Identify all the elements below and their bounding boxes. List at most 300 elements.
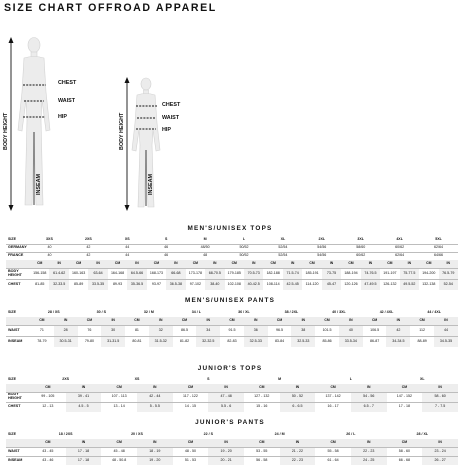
junior-tops-table — [6, 376, 458, 412]
junior-inseam-label: INSEAM — [148, 174, 154, 195]
table-cell: IN — [244, 317, 268, 325]
table-cell: IN — [208, 439, 244, 447]
table-cell: 43 - 46 — [30, 456, 66, 465]
table-cell: 42 / 4XL — [379, 310, 394, 315]
table-cell: 62/64 — [419, 244, 458, 252]
table-cell: 80-81 — [125, 336, 149, 347]
table-cell: CM — [263, 260, 282, 268]
table-cell: 52/54 — [263, 252, 302, 260]
table-cell: INSEAM — [6, 336, 30, 347]
table-cell: WAIST — [6, 447, 30, 456]
size-row — [6, 236, 458, 244]
table-cell: SIZE — [8, 377, 16, 382]
table-cell: M — [203, 236, 207, 241]
table-cell: 89-93 — [108, 279, 127, 290]
table-cell: CM — [30, 260, 49, 268]
table-cell: 34.5-35 — [434, 336, 458, 347]
table-cell: 76.5-79 — [439, 268, 458, 279]
table-cell: 32 / M — [143, 310, 154, 315]
table-cell: 20 - 21 — [208, 456, 244, 465]
table-cell: S — [164, 236, 168, 241]
table-row — [6, 402, 458, 412]
table-cell: CM — [225, 260, 244, 268]
table-cell: CM — [410, 317, 434, 325]
table-cell: IN — [137, 384, 173, 392]
table-cell: IN — [127, 260, 146, 268]
table-cell: 31-31.5 — [101, 336, 125, 347]
size-row — [6, 431, 458, 439]
table-cell: 120-126 — [341, 279, 360, 290]
table-cell: 85-86 — [315, 336, 339, 347]
table-cell: 112 — [410, 325, 434, 336]
table-cell: 39 - 41 — [66, 392, 102, 402]
table-cell: XL — [419, 377, 425, 382]
junior-hip-label: HIP — [162, 127, 171, 133]
table-cell: 53 - 55 — [244, 447, 280, 456]
table-cell: 164-168 — [108, 268, 127, 279]
table-cell: 7 - 7.5 — [422, 402, 458, 412]
table-cell: IN — [166, 260, 185, 268]
unit-row — [6, 439, 458, 447]
table-cell: 44 — [108, 244, 147, 252]
table-cell: IN — [322, 260, 341, 268]
table-cell: 58 - 60 — [387, 447, 423, 456]
table-cell: 22 - 23 — [351, 447, 387, 456]
table-cell: CM — [173, 384, 209, 392]
table-cell: 32-33.5 — [49, 279, 68, 290]
table-cell: 32 — [149, 325, 173, 336]
table-cell: 14 - 15 — [173, 402, 209, 412]
table-cell: 35-36.5 — [127, 279, 146, 290]
table-cell: 44 / 4XL — [427, 310, 441, 315]
table-cell: IN — [386, 317, 410, 325]
table-cell: 48/50 — [186, 244, 225, 252]
table-cell: 194-200 — [419, 268, 438, 279]
size-row — [6, 376, 458, 384]
table-cell: IN — [137, 439, 173, 447]
table-cell: 46 — [147, 244, 186, 252]
table-cell: 32-32.5 — [196, 336, 220, 347]
table-cell: 70.5-73 — [244, 268, 263, 279]
table-cell: 50 - 52 — [280, 392, 316, 402]
adult-height-arrow-up-icon — [9, 37, 14, 43]
table-row — [6, 279, 458, 290]
table-row — [6, 392, 458, 402]
table-cell: FRANCE — [6, 252, 30, 260]
table-cell: IN — [205, 260, 224, 268]
table-cell: 81-82 — [173, 336, 197, 347]
table-cell: 55 - 58 — [315, 447, 351, 456]
table-cell: CM — [173, 439, 209, 447]
table-cell: 4.5 - 5 — [66, 402, 102, 412]
table-cell: 38 / 2XL — [284, 310, 299, 315]
unit-row — [6, 384, 458, 392]
table-cell: 76 — [78, 325, 102, 336]
table-cell: 99 - 105 — [30, 392, 66, 402]
table-cell: 114-120 — [302, 279, 321, 290]
table-cell — [6, 439, 30, 447]
table-cell: IN — [280, 384, 316, 392]
table-cell: 96.5 — [268, 325, 292, 336]
table-cell: 36 / XL — [238, 310, 250, 315]
table-cell: 28 / XL — [416, 432, 429, 437]
table-cell: CM — [30, 317, 54, 325]
table-cell: INSEAM — [6, 456, 30, 465]
adult-hip-label: HIP — [58, 114, 67, 120]
table-cell: CM — [125, 317, 149, 325]
table-cell: 50/52 — [225, 244, 264, 252]
table-cell: 58/60 — [341, 244, 380, 252]
table-cell: 147 - 152 — [387, 392, 423, 402]
table-cell: 182-188 — [263, 268, 282, 279]
table-cell: 23 - 24 — [422, 447, 458, 456]
table-cell: 91.5 — [220, 325, 244, 336]
table-cell: CM — [173, 317, 197, 325]
table-cell: 40-42.5 — [244, 279, 263, 290]
table-cell: 26 / L — [346, 432, 356, 437]
table-cell: 52-54 — [439, 279, 458, 290]
adult-chest-label: CHEST — [58, 80, 77, 86]
table-cell: 173-178 — [186, 268, 205, 279]
table-cell: IN — [208, 384, 244, 392]
table-cell: 45-47 — [322, 279, 341, 290]
table-cell: 191-197 — [380, 268, 399, 279]
table-cell: 71.5-74 — [283, 268, 302, 279]
table-cell: 60/62 — [341, 252, 380, 260]
table-cell: 2XS — [84, 236, 92, 241]
table-cell: IN — [439, 260, 458, 268]
table-cell: 60/62 — [380, 244, 419, 252]
table-cell: 61 - 64 — [315, 456, 351, 465]
table-cell: 51 - 53 — [173, 456, 209, 465]
table-cell: L — [349, 377, 352, 382]
table-cell: CM — [244, 384, 280, 392]
table-cell: 36 — [244, 325, 268, 336]
table-cell: 28 / XS — [47, 310, 60, 315]
table-cell: 71 — [30, 325, 54, 336]
table-cell: 93-97 — [147, 279, 166, 290]
table-cell: 73-75 — [322, 268, 341, 279]
table-cell: 156-158 — [30, 268, 49, 279]
table-cell: IN — [351, 384, 387, 392]
table-cell: 36.5-38 — [166, 279, 185, 290]
table-cell: 24 - 25 — [351, 456, 387, 465]
table-cell: IN — [49, 260, 68, 268]
table-cell: BODY HEIGHT — [6, 392, 30, 402]
table-cell: 40 — [30, 252, 69, 260]
table-cell: 75-77.5 — [400, 268, 419, 279]
table-cell: CM — [147, 260, 166, 268]
size-row — [6, 309, 458, 317]
table-row — [6, 268, 458, 279]
table-cell: 33.5-35 — [88, 279, 107, 290]
table-cell: S — [207, 377, 210, 382]
table-cell: 45 - 48 — [101, 447, 137, 456]
table-cell: 63-64 — [88, 268, 107, 279]
table-cell: IN — [434, 317, 458, 325]
table-cell: 47 - 48 — [208, 392, 244, 402]
table-cell: 79-80 — [78, 336, 102, 347]
table-cell: 16 - 17 — [315, 402, 351, 412]
table-cell: CM — [101, 439, 137, 447]
table-row — [6, 252, 458, 260]
table-cell: SIZE — [8, 310, 16, 315]
table-cell: 82-83 — [220, 336, 244, 347]
table-cell: 12 - 13 — [30, 402, 66, 412]
table-cell: 61.4-62 — [49, 268, 68, 279]
table-cell: IN — [280, 439, 316, 447]
table-cell: 52/54 — [263, 244, 302, 252]
table-cell: 20 / XS — [131, 432, 143, 437]
table-cell: IN — [244, 260, 263, 268]
table-cell: IN — [101, 317, 125, 325]
table-cell: CHEST — [6, 402, 30, 412]
table-cell: 30.5-31 — [54, 336, 78, 347]
adult-body-height-label: BODY HEIGHT — [3, 112, 9, 150]
table-cell: 43 - 45 — [30, 447, 66, 456]
table-cell: CM — [108, 260, 127, 268]
table-cell: 107 - 113 — [101, 392, 137, 402]
table-row — [6, 456, 458, 465]
table-cell: 86-87 — [363, 336, 387, 347]
table-cell: 38-40 — [205, 279, 224, 290]
table-cell: 3XL — [357, 236, 364, 241]
table-cell: 48 - 50 — [173, 447, 209, 456]
table-cell: 48 - 50.8 — [101, 456, 137, 465]
table-cell: IN — [196, 317, 220, 325]
table-cell: 83-84 — [268, 336, 292, 347]
table-cell: IN — [283, 260, 302, 268]
table-cell: 30 / S — [96, 310, 106, 315]
table-cell: IN — [291, 317, 315, 325]
table-row — [6, 336, 458, 347]
table-cell: 74-76.5 — [361, 268, 380, 279]
table-cell: SIZE — [8, 236, 16, 241]
table-cell: 102-108 — [225, 279, 244, 290]
table-cell: 42.5-45 — [283, 279, 302, 290]
table-cell: 42 - 44 — [137, 392, 173, 402]
mens-tops-heading: MEN'S/UNISEX TOPS — [187, 225, 273, 232]
table-cell: 168-173 — [147, 268, 166, 279]
table-cell: 64.5-66 — [127, 268, 146, 279]
table-cell: 21 - 22 — [280, 447, 316, 456]
table-cell — [6, 384, 30, 392]
table-cell: 48 — [186, 252, 225, 260]
table-cell: 56 - 58 — [244, 456, 280, 465]
table-cell: L — [242, 236, 246, 241]
table-cell: 160-163 — [69, 268, 88, 279]
table-cell: 26 - 27 — [422, 456, 458, 465]
table-cell: IN — [88, 260, 107, 268]
table-cell: CM — [315, 317, 339, 325]
table-cell: CM — [419, 260, 438, 268]
table-cell: CM — [78, 317, 102, 325]
junior-body-height-label: BODY HEIGHT — [119, 112, 125, 150]
table-cell: 18 - 19 — [137, 447, 173, 456]
table-cell: 101.5 — [315, 325, 339, 336]
page-title: SIZE CHART OFFROAD APPAREL — [4, 2, 217, 14]
table-cell: 68-70.5 — [205, 268, 224, 279]
table-cell: 66-68 — [166, 268, 185, 279]
table-cell: 22 / S — [203, 432, 213, 437]
table-cell: 15 - 16 — [244, 402, 280, 412]
junior-pants-table — [6, 431, 458, 465]
table-cell: IN — [66, 384, 102, 392]
table-cell: IN — [54, 317, 78, 325]
table-cell: 2XL — [318, 236, 326, 241]
table-cell: XS — [124, 236, 130, 241]
table-cell: CM — [268, 317, 292, 325]
adult-waist-label: WAIST — [58, 98, 76, 104]
table-cell: 126-132 — [380, 279, 399, 290]
table-cell: CM — [101, 384, 137, 392]
unit-row — [6, 317, 458, 325]
table-cell: CM — [315, 439, 351, 447]
table-cell: 34 — [196, 325, 220, 336]
table-cell: CM — [30, 439, 66, 447]
table-cell: 13 - 14 — [101, 402, 137, 412]
table-cell: SIZE — [8, 432, 16, 437]
table-cell: 5 - 5.5 — [137, 402, 173, 412]
table-cell — [6, 260, 30, 268]
table-cell: IN — [361, 260, 380, 268]
table-cell: CM — [30, 384, 66, 392]
table-cell: 49.5-52 — [400, 279, 419, 290]
table-cell: 81 — [125, 325, 149, 336]
table-row — [6, 447, 458, 456]
junior-height-arrow-down-icon — [125, 205, 130, 211]
table-cell: 5XL — [435, 236, 442, 241]
table-row — [6, 325, 458, 336]
table-cell: CM — [380, 260, 399, 268]
table-cell: 30 — [101, 325, 125, 336]
table-cell: 97-102 — [186, 279, 205, 290]
mens-pants-table — [6, 309, 458, 347]
table-cell: 54/56 — [302, 252, 341, 260]
table-cell — [6, 317, 30, 325]
table-cell: 6.5 - 7 — [351, 402, 387, 412]
table-cell: IN — [339, 317, 363, 325]
table-cell: 40 — [339, 325, 363, 336]
adult-height-arrow-down-icon — [9, 205, 14, 211]
table-cell: 85-89 — [69, 279, 88, 290]
table-cell: CM — [186, 260, 205, 268]
table-cell: 33.5-34 — [339, 336, 363, 347]
table-cell: 137 - 142 — [315, 392, 351, 402]
table-cell: CM — [69, 260, 88, 268]
table-cell: 78-79 — [30, 336, 54, 347]
table-row — [6, 244, 458, 252]
table-cell: IN — [422, 439, 458, 447]
table-cell: 179-185 — [225, 268, 244, 279]
table-cell: BODY HEIGHT — [6, 268, 30, 279]
table-cell: XS — [134, 377, 140, 382]
table-cell: IN — [400, 260, 419, 268]
table-cell: 31.5-32 — [149, 336, 173, 347]
table-cell: 108-114 — [263, 279, 282, 290]
table-cell: 62/64 — [380, 252, 419, 260]
table-cell: 32.5-33 — [291, 336, 315, 347]
junior-chest-label: CHEST — [162, 102, 181, 108]
table-cell: 127 - 132 — [244, 392, 280, 402]
table-cell: 88-89 — [410, 336, 434, 347]
table-cell: 42 — [69, 252, 108, 260]
table-cell: IN — [149, 317, 173, 325]
table-cell: 6 - 6.5 — [280, 402, 316, 412]
table-cell: CM — [387, 439, 423, 447]
table-cell: 32.5-33 — [244, 336, 268, 347]
table-cell: GERMANY — [6, 244, 30, 252]
figure-illustration — [0, 0, 460, 230]
table-cell: CM — [244, 439, 280, 447]
table-cell: 18 / 2XS — [58, 432, 73, 437]
table-cell: CM — [387, 384, 423, 392]
table-cell: 34 / L — [191, 310, 201, 315]
junior-height-arrow-up-icon — [125, 77, 130, 83]
table-cell: IN — [351, 439, 387, 447]
junior-pants-heading: JUNIOR'S PANTS — [195, 419, 265, 426]
table-cell: 50/52 — [225, 252, 264, 260]
table-cell: CM — [363, 317, 387, 325]
table-cell: 2XS — [62, 377, 70, 382]
table-cell: M — [278, 377, 282, 382]
table-cell: 34-34.5 — [386, 336, 410, 347]
table-cell: 117 - 122 — [173, 392, 209, 402]
junior-waist-label: WAIST — [162, 115, 180, 121]
table-cell: 64/66 — [419, 252, 458, 260]
table-cell: CHEST — [6, 279, 30, 290]
table-cell: 42 — [69, 244, 108, 252]
table-cell: 17 - 18 — [387, 402, 423, 412]
table-cell: 17 - 18 — [66, 447, 102, 456]
unit-row — [6, 260, 458, 268]
table-cell: CM — [220, 317, 244, 325]
table-cell: 44 — [434, 325, 458, 336]
table-cell: 5.5 - 6 — [208, 402, 244, 412]
table-cell: 22 - 23 — [280, 456, 316, 465]
adult-inseam-label: INSEAM — [36, 174, 42, 195]
mens-pants-heading: MEN'S/UNISEX PANTS — [184, 297, 276, 304]
table-cell: 17 - 18 — [66, 456, 102, 465]
mens-tops-table — [6, 236, 458, 290]
table-cell: 38 — [291, 325, 315, 336]
table-cell: 188-194 — [341, 268, 360, 279]
table-cell: 44 — [108, 252, 147, 260]
table-cell: 40 — [30, 244, 69, 252]
table-cell: 19 - 20 — [137, 456, 173, 465]
table-cell: 132-138 — [419, 279, 438, 290]
table-cell: IN — [66, 439, 102, 447]
table-cell: CM — [341, 260, 360, 268]
table-cell: 66 - 68 — [387, 456, 423, 465]
table-cell: 42 — [386, 325, 410, 336]
table-cell: 40 / 3XL — [332, 310, 346, 315]
table-cell: 46 — [147, 252, 186, 260]
table-cell: CM — [315, 384, 351, 392]
table-cell: CM — [302, 260, 321, 268]
table-cell: 4XL — [396, 236, 403, 241]
table-cell: 58 - 60 — [422, 392, 458, 402]
table-cell: IN — [422, 384, 458, 392]
table-cell: 54 - 56 — [351, 392, 387, 402]
table-cell: 81-85 — [30, 279, 49, 290]
table-cell: 3XS — [46, 236, 53, 241]
table-cell: 106.5 — [363, 325, 387, 336]
table-cell: WAIST — [6, 325, 30, 336]
table-cell: 185-191 — [302, 268, 321, 279]
table-cell: XL — [280, 236, 286, 241]
table-cell: 28 — [54, 325, 78, 336]
